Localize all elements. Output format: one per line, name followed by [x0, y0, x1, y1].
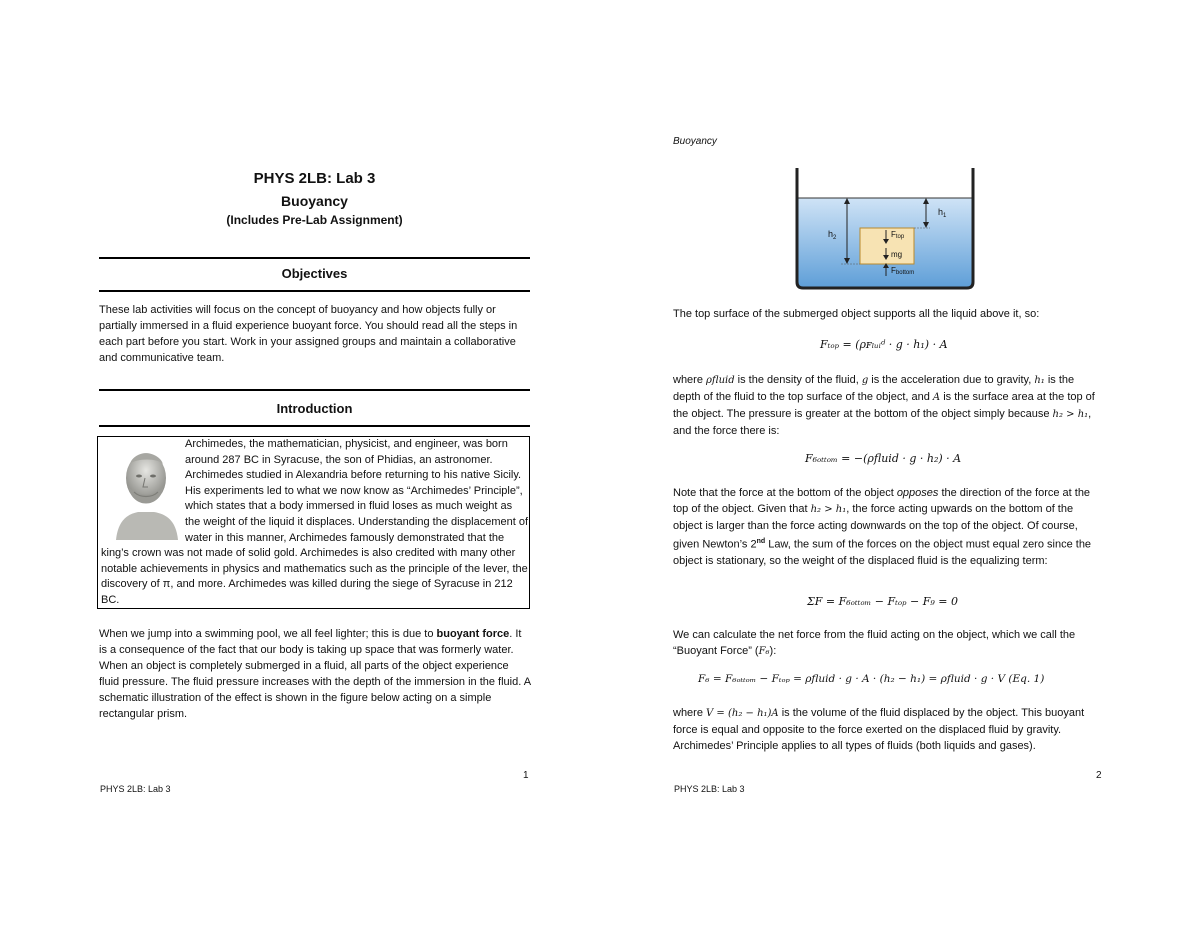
p2-text-b: is the density of the fluid, — [734, 374, 862, 386]
equation-sum-forces: ΣF = F₆ₒₜₜₒₘ − Fₜₒₚ − F₉ = 0 — [807, 595, 958, 608]
p3-emphasis: opposes — [896, 487, 939, 499]
p2-text-a: where — [673, 374, 707, 386]
p4-text-b: ): — [769, 645, 777, 657]
equation-f-bottom: F₆ₒₜₜₒₘ = −(ρfluid · g · h₂) · A — [805, 452, 962, 465]
p3-superscript: nd — [756, 538, 766, 545]
p2-text-f: , and the force there is: — [673, 408, 1092, 437]
p2-rho: ρfluid — [706, 375, 735, 386]
p2-g: g — [861, 375, 869, 386]
fbottom-label: F — [891, 266, 896, 275]
divider — [99, 389, 530, 391]
ftop-subscript: top — [895, 234, 905, 240]
page-number: 2 — [1096, 770, 1102, 781]
archimedes-box — [97, 436, 530, 609]
p2-inequality: h₂ > h₁ — [1052, 409, 1089, 420]
doc-subtitle: Buoyancy — [281, 193, 348, 209]
p2-h1: h₁ — [1034, 375, 1045, 386]
page-footer: PHYS 2LB: Lab 3 — [100, 784, 171, 794]
h2-subscript: 2 — [833, 235, 837, 241]
equation-buoyant-force: F₆ = F₆ₒₜₜₒₘ − Fₜₒₚ = ρfluid · g · A · (h₂ − h₁) = ρfluid · g · V (Eq. 1) — [698, 673, 1045, 685]
archimedes-paragraph: Archimedes, the mathematician, physicist, and engineer, was born around 287 BC in Syracuse, the son of Phidias, an astronomer. Archimedes studied in Alexandria before returning to his native Sicily. His experiments led to what we now know as “Archimedes’ Principle”, which states that a body immersed in fluid loses as much weight as the weight of the liquid it displaces. Understanding the displacement of water in this manner, Archimedes famously demonstrated that the king’s crown was not made of solid gold. Archimedes is also credited with many other notable achievements in physics and mathematics such as the principle of the lever, the discovery of π, and more. Archimedes was killed during the siege of Syracuse in 212 BC. — [101, 438, 529, 606]
p4-text-a: We can calculate the net force from the fluid acting on the object, which we call the “Buoyant Force” ( — [673, 629, 1076, 657]
fbottom-subscript: bottom — [895, 270, 915, 276]
p3-text-b: the direction of the force at the top of the object. Given that — [673, 487, 1091, 515]
p2-text-d: is the depth of the fluid to the top surface of the object, and — [673, 374, 1075, 403]
page-footer: PHYS 2LB: Lab 3 — [674, 784, 745, 794]
running-header: Buoyancy — [673, 136, 717, 147]
paragraph-volume — [673, 705, 1105, 754]
h1-subscript: 1 — [943, 213, 947, 219]
p3-text-d: Law, the sum of the forces on the object must equal zero since the object is stationary, so the weight of the displaced fluid is the equalizing term: — [673, 538, 1092, 567]
objectives-heading: Objectives — [281, 266, 348, 281]
divider — [99, 425, 530, 427]
swim-text-2: . It is a consequence of the fact that our body is taking up space that was formerly water. When an object is completely submerged in a fluid, all parts of the object experience fluid pressure. The fluid pressure increases with the depth of the immersion in the fluid. A schematic illustration of the effect is shown in the figure below acting on a simple rectangular prism. — [99, 628, 531, 720]
doc-note: (Includes Pre-Lab Assignment) — [226, 213, 403, 227]
p2-text-c: is the acceleration due to gravity, — [868, 374, 1035, 386]
archimedes-text — [101, 437, 529, 609]
p3-text-a: Note that the force at the bottom of the object — [673, 487, 897, 499]
buoyancy-diagram — [790, 166, 980, 292]
equation-f-top: Fₜₒₚ = (ρꜰₗᵤᵢᵈ · g · h₁) · A — [820, 338, 948, 351]
p3-text-c: , the force acting upwards on the bottom of the object is larger than the force acting downwards on the top of the object. Of course, given Newton’s 2 — [673, 503, 1078, 551]
paragraph-definitions — [673, 372, 1103, 439]
p2-text-e: is the surface area at the top of the object. The pressure is greater at the bottom of the object simply because — [673, 391, 1095, 420]
p3-inequality: h₂ > h₁ — [810, 504, 847, 515]
divider — [99, 290, 530, 292]
doc-title: PHYS 2LB: Lab 3 — [253, 170, 376, 187]
paragraph-top-surface: The top surface of the submerged object supports all the liquid above it, so: — [673, 308, 1040, 320]
swim-bold-term: buoyant force — [436, 628, 510, 640]
page-2 — [600, 0, 1200, 927]
page-number: 1 — [523, 770, 529, 781]
paragraph-opposes — [673, 485, 1105, 569]
h1-label: h — [938, 207, 944, 217]
swimming-paragraph — [99, 626, 531, 722]
p5-text-a: where — [673, 707, 707, 719]
mg-label: mg — [891, 250, 903, 259]
swim-text-1: When we jump into a swimming pool, we all feel lighter; this is due to — [99, 628, 437, 640]
p5-volume-eq: V = (h₂ − h₁)A — [706, 708, 779, 719]
divider — [99, 257, 530, 259]
ftop-label: F — [891, 230, 896, 239]
paragraph-net-force — [673, 627, 1103, 660]
p5-text-b: is the volume of the fluid displaced by the object. This buoyant force is equal and opposite to the force exerted on the displaced fluid by gravity. Archimedes’ Principle applies to all types of fluids (both liquids and gases). — [673, 707, 1085, 752]
introduction-heading: Introduction — [276, 401, 353, 416]
submerged-block — [860, 228, 914, 264]
p4-fb: F₆ — [758, 646, 770, 657]
p2-area: A — [932, 392, 941, 403]
h2-label: h — [828, 229, 834, 239]
objectives-paragraph: These lab activities will focus on the concept of buoyancy and how objects fully or partially immersed in a fluid experience buoyant force. You should read all the steps in each part before you start. Work in your assigned groups and maintain a collaborative and communicative team. — [99, 304, 518, 364]
